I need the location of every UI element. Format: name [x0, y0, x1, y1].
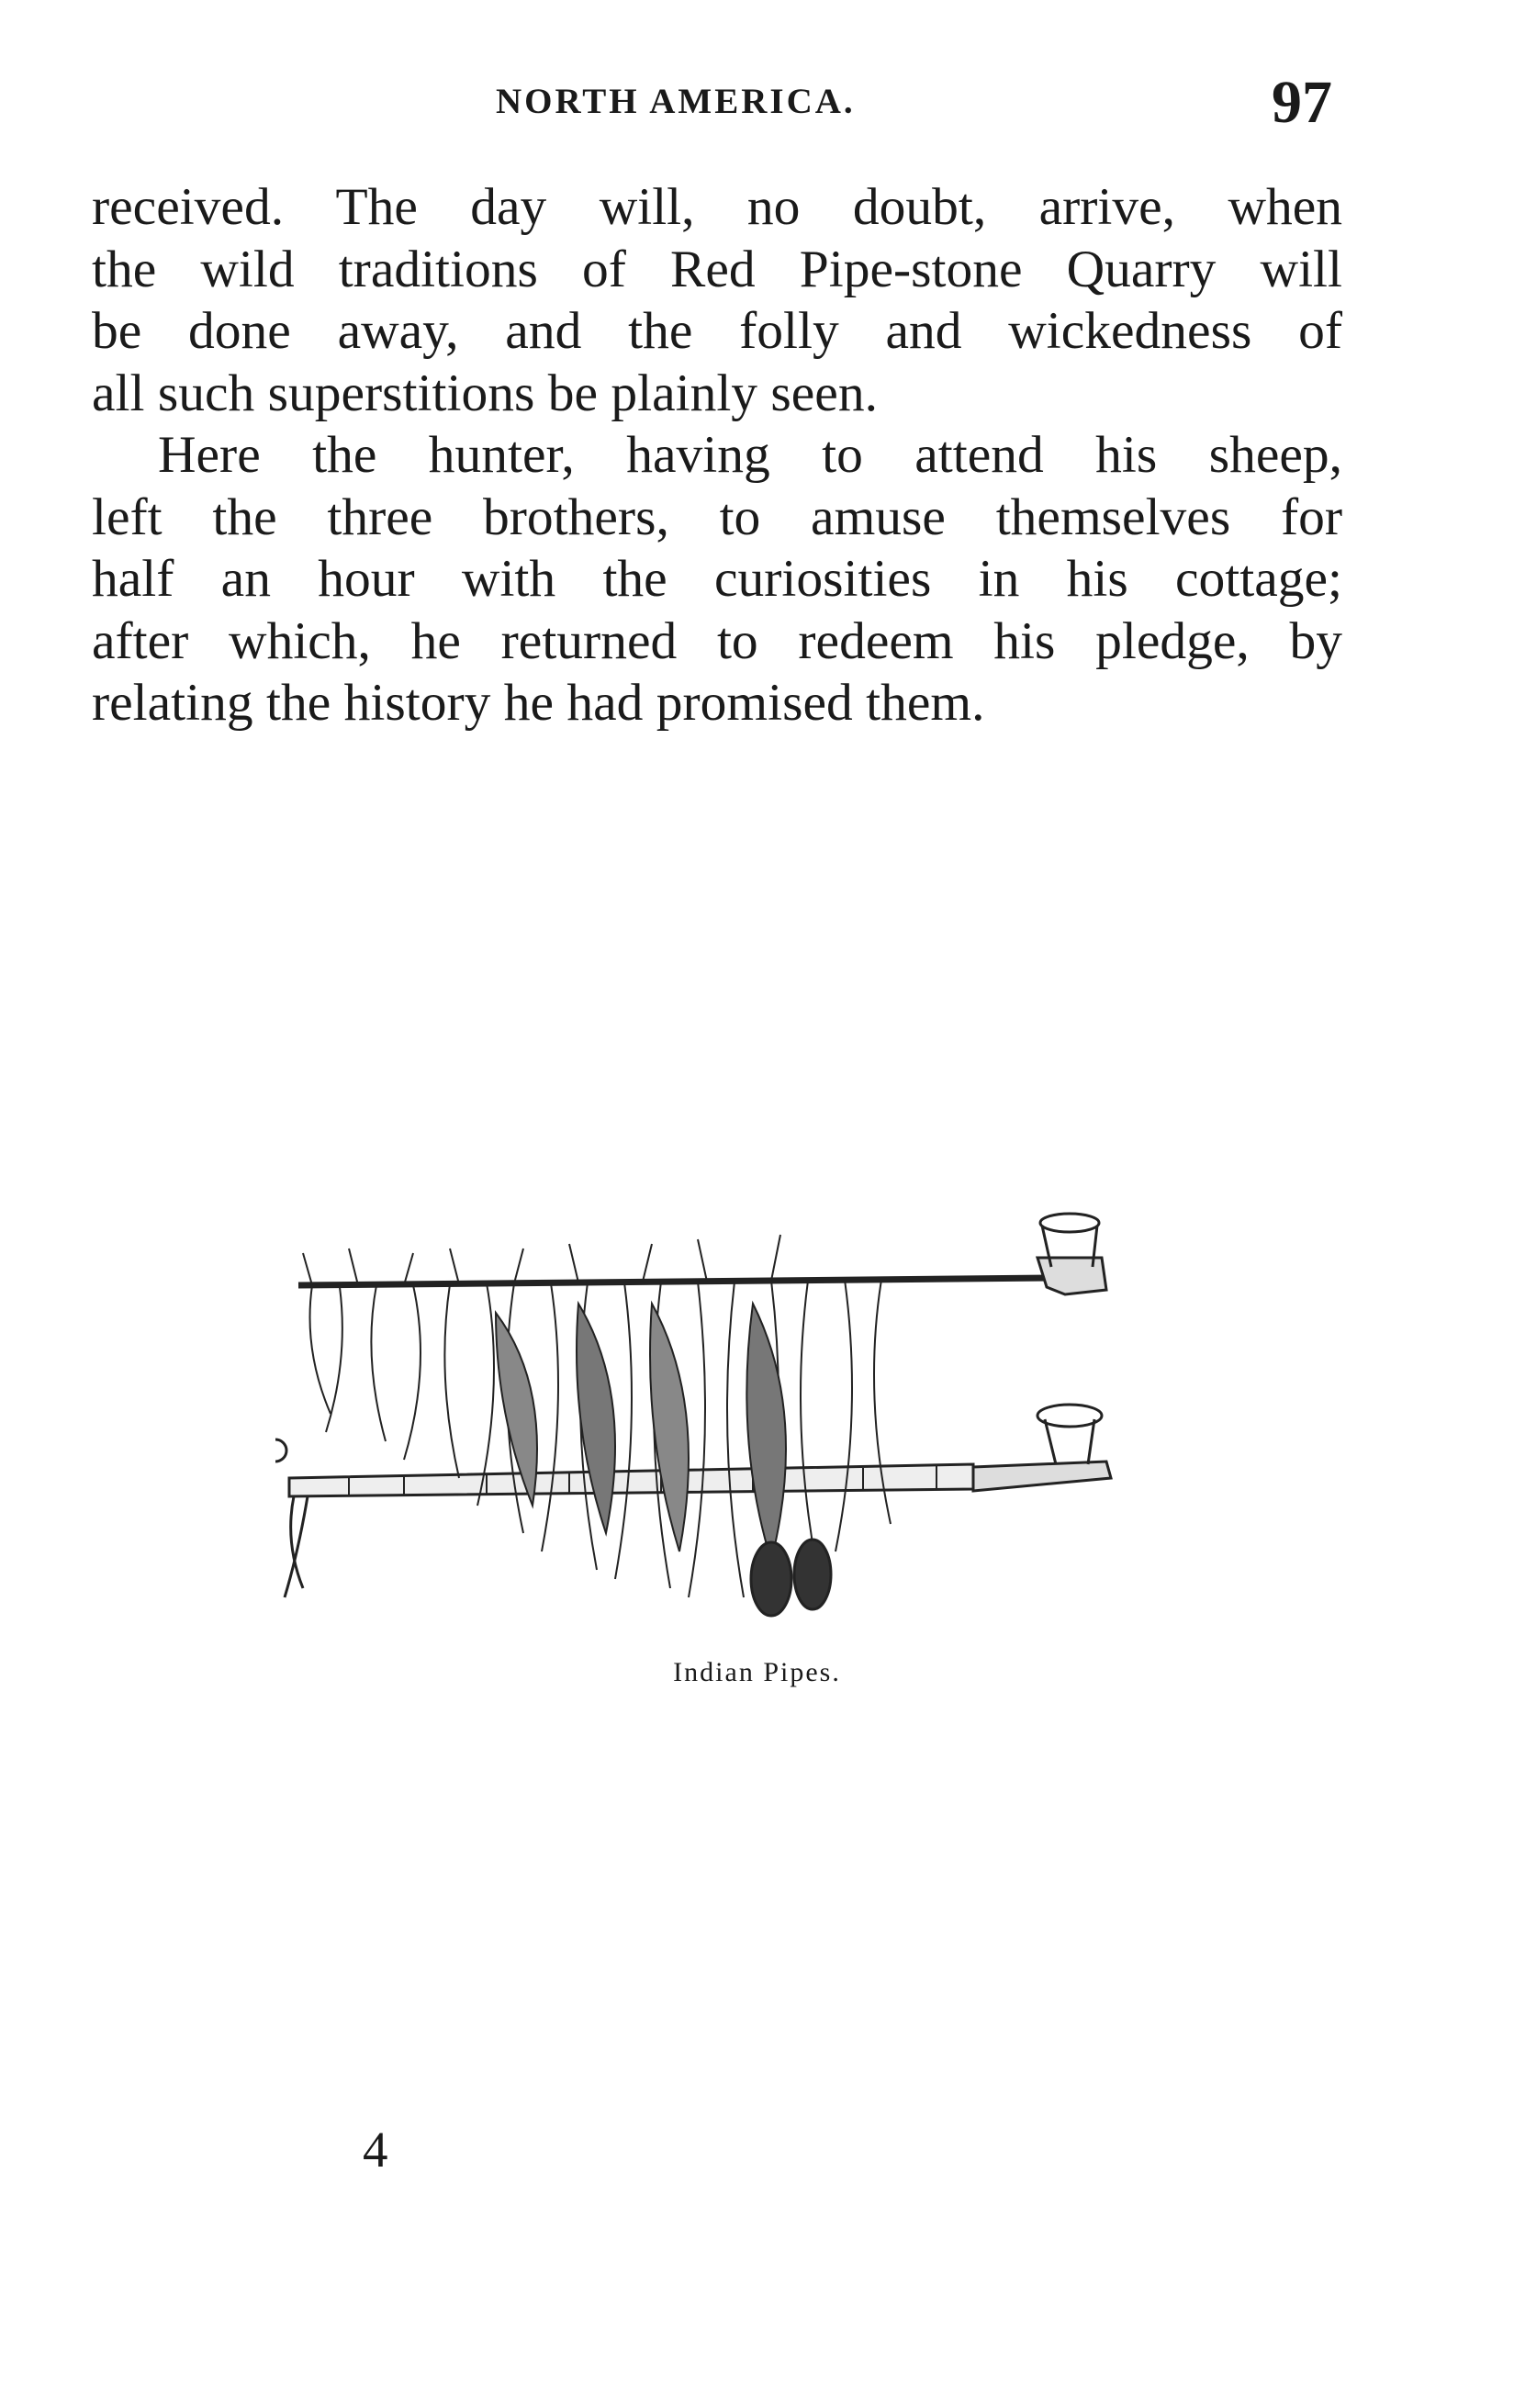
- text-line: left the three brothers, to amuse themselves for: [92, 487, 1342, 546]
- upper-pipe-stem: [298, 1278, 1056, 1285]
- text-line: Here the hunter, having to attend his sheep,: [158, 426, 1342, 484]
- page-number: 97: [1272, 69, 1332, 136]
- text-line: all such superstitions be plainly seen.: [92, 364, 878, 422]
- text-line: the wild traditions of Red Pipe-stone Quarry will: [92, 240, 1342, 298]
- indian-pipes-illustration: [275, 1203, 1138, 1634]
- text-line: half an hour with the curiosities in his cottage;: [92, 550, 1342, 608]
- upper-pipe-bowl: [1037, 1258, 1106, 1294]
- running-title: NORTH AMERICA.: [496, 82, 856, 121]
- lower-pipe-stem: [289, 1464, 973, 1496]
- signature-mark: 4: [363, 2122, 388, 2178]
- paragraph-1: [92, 176, 1342, 424]
- text-line: received. The day will, no doubt, arrive, when: [92, 178, 1342, 236]
- text-line: relating the history he had promised them.: [92, 674, 985, 732]
- running-head: [0, 69, 1514, 140]
- lower-pipe-bowl: [973, 1462, 1111, 1491]
- paragraph-2: [92, 424, 1342, 734]
- figure-caption: Indian Pipes.: [673, 1657, 841, 1687]
- text-line: after which, he returned to redeem his pledge, by: [92, 611, 1342, 670]
- text-line: be done away, and the folly and wickedness of: [92, 302, 1342, 360]
- body-text: [92, 176, 1342, 734]
